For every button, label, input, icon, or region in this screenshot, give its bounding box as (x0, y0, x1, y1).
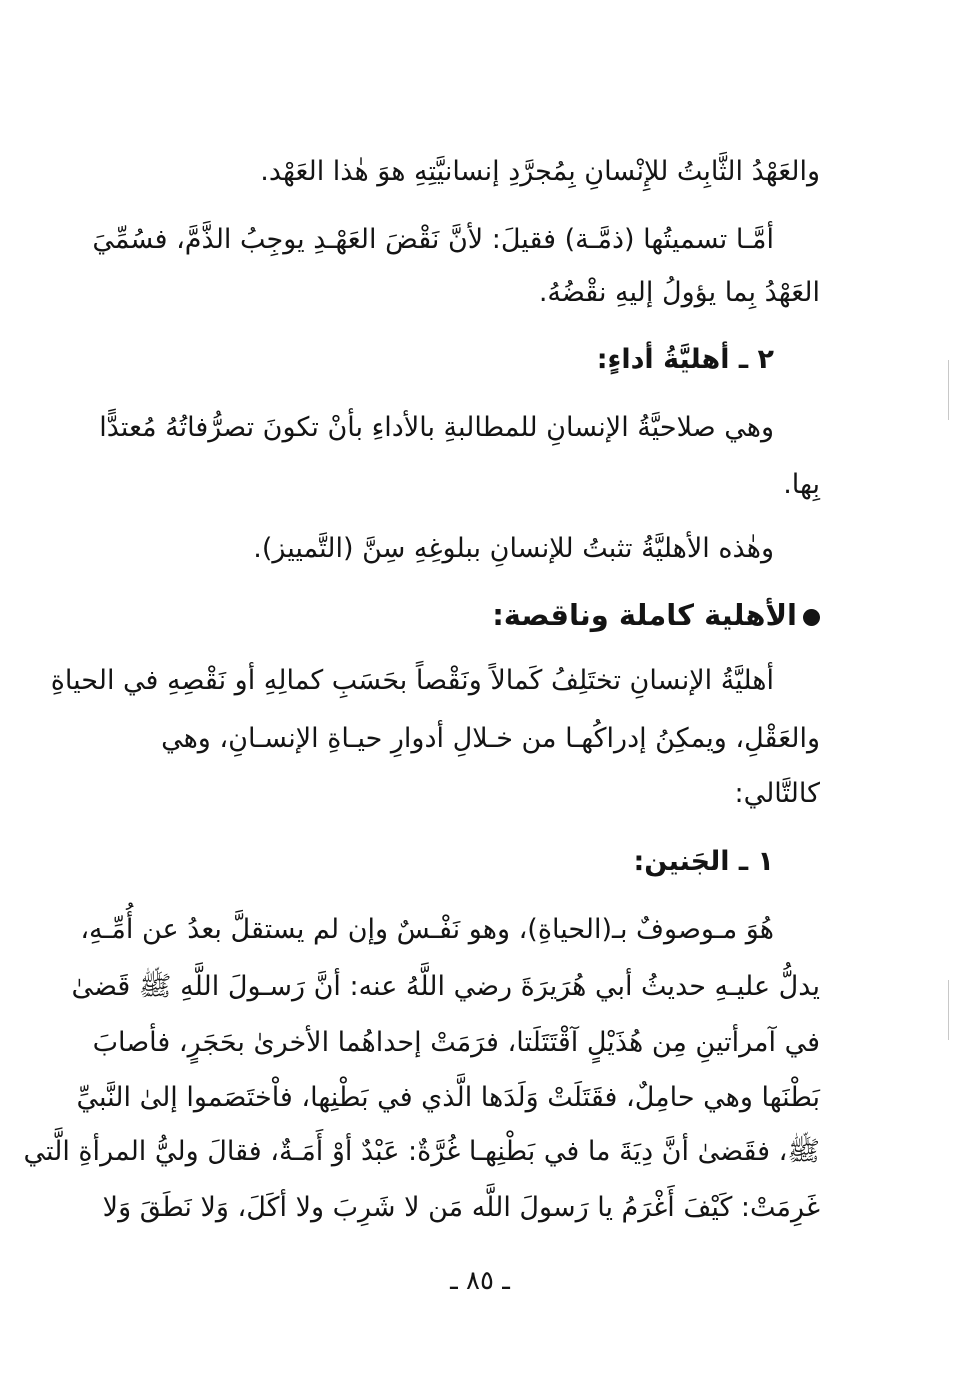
bullet-icon (803, 609, 820, 626)
text-line: هُوَ مـوصوفٌ بـ(الحياةِ)، وهو نَفْـسٌ وإن لم يستقلَّ بعدُ عن أُمِّـهِ، (80, 914, 774, 945)
page-number: ـ ٨٥ ـ (450, 1266, 510, 1296)
text-line: أمَّـا تسميتُها (ذمَّـة) فقيلَ: لأنَّ نَقْضَ العَهْـدِ يوجِبُ الذَّمَّ، فسُمِّيَ (92, 224, 774, 255)
section-heading-text: الأهلية كاملة وناقصة: (492, 598, 797, 632)
text-line: وهي صلاحيَّةُ الإنسانِ للمطالبةِ بالأداءِ بأنْ تكونَ تصرُّفاتُهُ مُعتدًّا (99, 412, 774, 443)
text-line: بِها. (783, 469, 820, 500)
text-line: وهٰذه الأهليَّةُ تثبتُ للإنسانِ ببلوغِهِ سِنَّ (التَّمييز). (253, 533, 774, 564)
text-line: كالتَّالي: (734, 778, 820, 809)
subheading: ١ ـ الجَنين: (633, 846, 774, 877)
scan-edge-mark (948, 980, 949, 1040)
subheading: ٢ ـ أهليَّةُ أداءٍ: (596, 344, 774, 375)
text-line: العَهْدُ بِما يؤولُ إليهِ نقْضُهُ. (538, 277, 820, 308)
text-line: والعَقْلِ، ويمكِنُ إدراكُهـا من خـلالِ أدوارِ حيـاةِ الإنسـانِ، وهي (161, 723, 820, 754)
text-line: ﷺ، فقَضىٰ أنَّ دِيَةَ ما في بَطْنِهـا غُرَّةٌ: عَبْدٌ أوْ أَمَـةٌ، فقالَ وليُّ المرأةِ الَّتي (23, 1136, 820, 1167)
scan-edge-mark (948, 360, 949, 420)
text-line: أهليَّةُ الإنسانِ تختَلِفُ كَمالاً ونَقْصاً بحَسَبِ كمالِهِ أو نَقْصِهِ في الحياةِ (50, 665, 774, 696)
section-heading (120, 593, 820, 637)
text-line: بَطْنَها وهي حامِلٌ، فقَتَلَتْ وَلَدَها الَّذي في بَطْنِها، فاْختَصَموا إلىٰ النَّبيِّ (76, 1082, 820, 1113)
text-line: والعَهْدُ الثَّابِتُ للإِنْسانِ بِمُجرَّدِ إنسانيَّتِهِ هوَ هٰذا العَهْد. (260, 156, 820, 187)
text-line: في آمرأتينِ مِن هُذَيْلٍ آقْتَتَلَتا، فرَمَتْ إحداهُما الأخرىٰ بحَجَرٍ، فأصابَ (92, 1027, 820, 1058)
text-line: غَرِمَتْ: كَيْفَ أَغْرَمُ يا رَسولَ اللَّه مَن لا شَرِبَ ولا أكَلَ، وَلا نَطَقَ وَلا (102, 1192, 820, 1223)
text-line: يدلُّ عليـهِ حديثُ أبي هُرَيرَةَ رضي اللَّهُ عنه: أنَّ رَسـولَ اللَّهِ ﷺ قَضىٰ (71, 971, 820, 1002)
